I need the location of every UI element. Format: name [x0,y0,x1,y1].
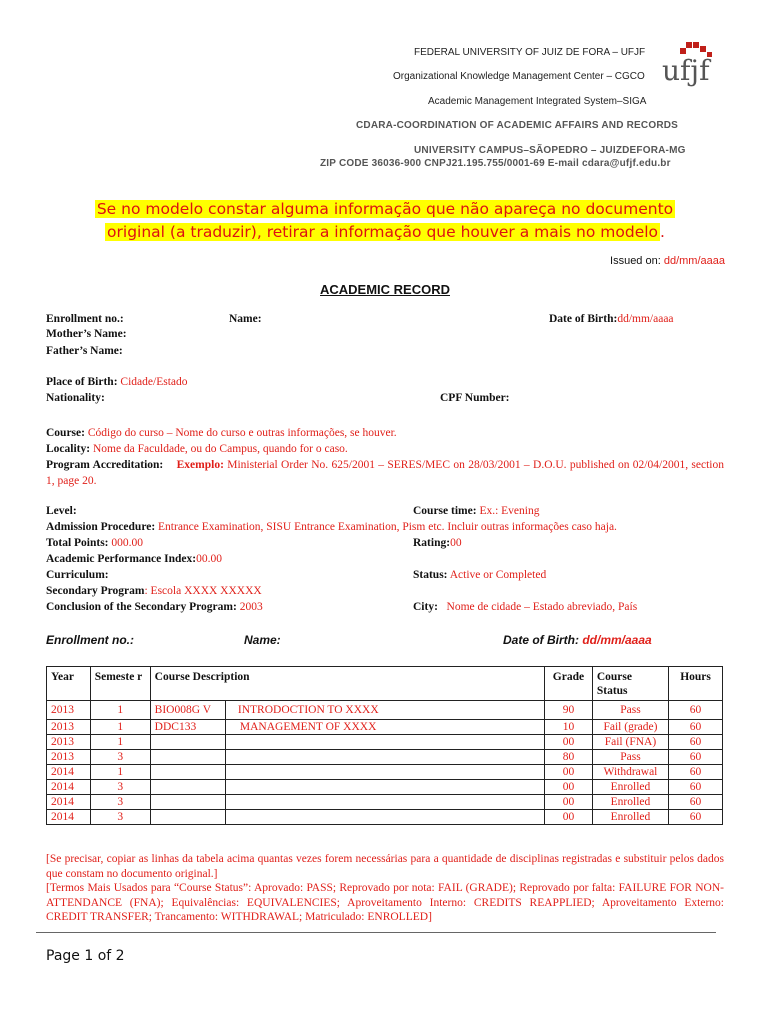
name-label: Name: [229,313,262,325]
document-title: ACADEMIC RECORD [320,282,450,297]
footnote-copy-rows: [Se precisar, copiar as linhas da tabela acima quantas vezes forem necessárias para a quantidade de disciplinas registradas e substituir pelos dados que constam no documento original.] [46,853,724,880]
issued-date: dd/mm/aaaa [663,255,725,267]
repeat-date-of-birth: Date of Birth: dd/mm/aaaa [503,633,652,647]
col-hours: Hours [669,667,723,701]
col-year: Year [47,667,91,701]
note-line-2-end: . [660,223,665,241]
table-row: 2014 3 00 Enrolled 60 [47,780,723,795]
total-points: Total Points: 000.00 [46,537,144,549]
nationality-label: Nationality: [46,392,105,404]
curriculum-label: Curriculum: [46,569,109,581]
col-semester: Semeste r [90,667,150,701]
footnote [46,852,724,925]
place-of-birth: Place of Birth: Cidade/Estado [46,376,188,388]
issued-label: Issued on: [610,255,664,267]
cpf-label: CPF Number: [440,392,510,404]
level-label: Level: [46,505,77,517]
footer-divider [36,932,716,933]
table-row: 2014 1 00 Withdrawal 60 [47,765,723,780]
issued-on [610,255,725,267]
admission-procedure: Admission Procedure: Entrance Examination, SISU Entrance Examination, Pism etc. Incluir outras informações caso haja. [46,521,617,533]
mother-name-label: Mother’s Name: [46,328,127,340]
note-line-2: original (a traduzir), retirar a informação que houver a mais no modelo [107,223,659,241]
repeat-enrollment-label: Enrollment no.: [46,633,134,647]
rating: Rating:00 [413,537,462,549]
header-campus: UNIVERSITY CAMPUS–SÃOPEDRO – JUIZDEFORA-MG [414,145,686,156]
enrollment-label: Enrollment no.: [46,313,124,325]
secondary-conclusion: Conclusion of the Secondary Program: 2003 [46,601,263,613]
header-contact: ZIP CODE 36036-900 CNPJ21.195.755/0001-69 E-mail cdara@ufjf.edu.br [320,158,671,169]
repeat-name-label: Name: [244,633,281,647]
father-name-label: Father’s Name: [46,345,123,357]
course-table [46,666,723,825]
course-line: Course: Código do curso – Nome do curso e outras informações, se houver. [46,427,397,439]
footnote-status-terms: [Termos Mais Usados para “Course Status”: Aprovado: PASS; Reprovado por nota: FAIL (GRADE); Reprovado por falta: FAILURE FOR NON-ATTENDANCE (FNA); Equivalências: EQUIVALENCIES; Aproveitamento Interno: CREDITS REAPPLIED; Aproveitamento Externo: CREDIT TRANSFER; Trancamento: WITHDRAWAL; Matriculado: ENROLLED] [46,882,724,923]
course-time: Course time: Ex.: Evening [413,505,540,517]
col-course-status: Course Status [592,667,668,701]
table-row: 2013 3 80 Pass 60 [47,750,723,765]
translation-note [40,198,730,244]
table-row: 2014 3 00 Enrolled 60 [47,810,723,825]
table-header-row [47,667,723,701]
performance-index: Academic Performance Index:00.00 [46,553,222,565]
col-course-description: Course Description [150,667,544,701]
header-system: Academic Management Integrated System–SIGA [428,96,647,107]
ufjf-logo [656,40,718,88]
secondary-program: Secondary Program: Escola XXXX XXXXX [46,585,262,597]
table-row: 2013 1 BIO008G V INTRODOCTION TO XXXX 90 Pass 60 [47,701,723,720]
status: Status: Active or Completed [413,569,547,581]
page-number: Page 1 of 2 [46,948,125,964]
header-coordination: CDARA-COORDINATION OF ACADEMIC AFFAIRS AND RECORDS [356,120,679,131]
header-center: Organizational Knowledge Management Center – CGCO [393,71,645,82]
course-info [46,425,724,489]
table-row: 2013 1 00 Fail (FNA) 60 [47,735,723,750]
table-row: 2013 1 DDC133 MANAGEMENT OF XXXX 10 Fail (grade) 60 [47,720,723,735]
logo-text: ufjf [662,54,710,87]
date-of-birth: Date of Birth:dd/mm/aaaa [549,313,674,325]
table-row: 2014 3 00 Enrolled 60 [47,795,723,810]
note-line-1: Se no modelo constar alguma informação que não apareça no documento [96,200,674,218]
header-university: FEDERAL UNIVERSITY OF JUIZ DE FORA – UFJF [414,47,646,58]
city: City: Nome de cidade – Estado abreviado, País [413,601,638,613]
locality-line: Locality: Nome da Faculdade, ou do Campus, quando for o caso. [46,443,348,455]
col-grade: Grade [545,667,593,701]
accreditation-line: Program Accreditation: Exemplo: Ministerial Order No. 625/2001 – SERES/MEC on 28/03/2001 – D.O.U. published on 02/04/2001, section 1, page 20. [46,459,724,487]
